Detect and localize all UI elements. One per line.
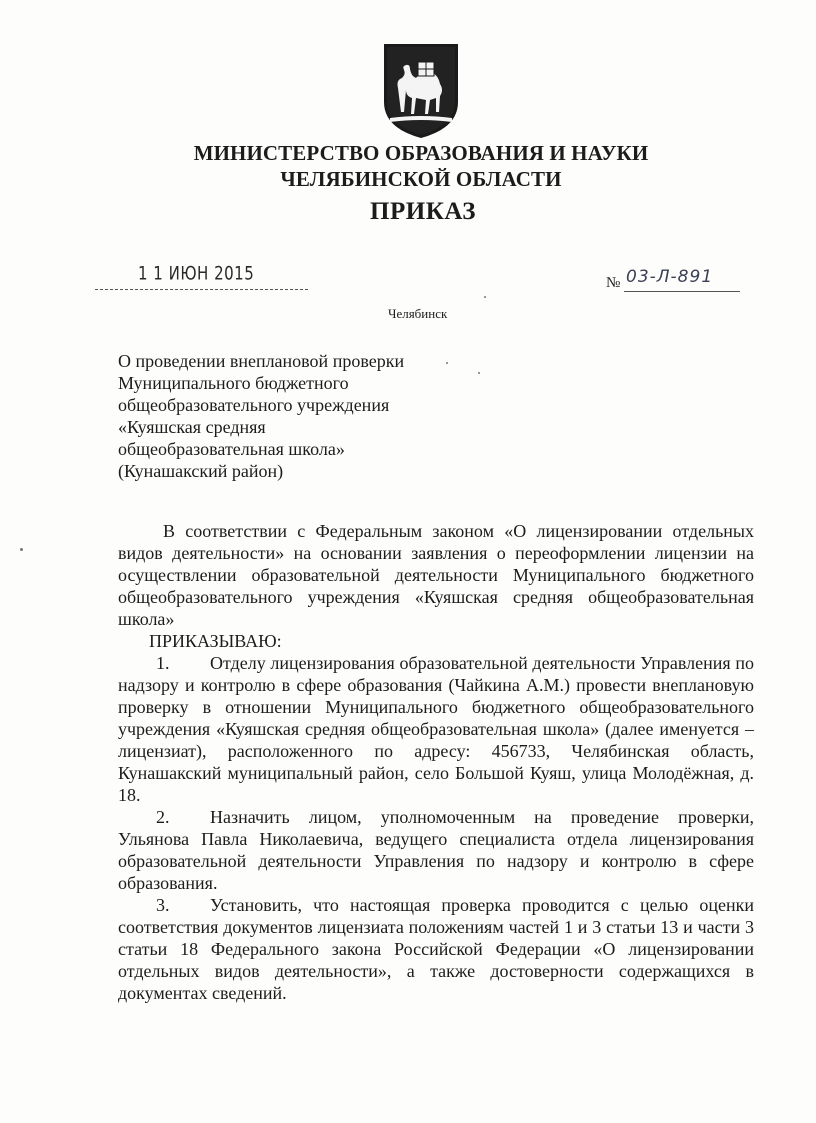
subject-line: Муниципального бюджетного xyxy=(118,373,349,393)
subject-line: общеобразовательная школа» xyxy=(118,439,345,459)
subject-line: «Куяшская средняя xyxy=(118,417,266,437)
order-item-3 xyxy=(118,894,754,1004)
order-item-1 xyxy=(118,652,754,806)
ministry-name-line1: МИНИСТЕРСТВО ОБРАЗОВАНИЯ И НАУКИ xyxy=(193,141,649,165)
scan-speck xyxy=(478,372,480,374)
item-text: Установить, что настоящая проверка проводится с целью оценки соответствия документов лицензиата положениям частей 1 и 3 статьи 13 и части 3 статьи 18 Федерального закона Российской Федерации «О лицензировании отдельных видов деятельности», а также достоверности содержащихся в документах сведений. xyxy=(118,895,754,1003)
date-underline xyxy=(95,289,308,290)
order-date-stamp: 1 1 ИЮН 2015 xyxy=(138,261,255,285)
order-subject xyxy=(118,350,448,482)
order-number-label: № xyxy=(606,275,621,291)
order-number-handwritten: 03-Л-891 xyxy=(626,267,714,287)
preamble-paragraph: В соответствии с Федеральным законом «О лицензировании отдельных видов деятельности» на основании заявления о переоформлении лицензии на осуществлении образовательной деятельности Муниципального бюджетного общеобразовательного учреждения «Куяшская средняя общеобразовательная школа» xyxy=(118,521,754,629)
order-body xyxy=(118,520,754,1004)
item-number: 2. xyxy=(156,807,170,827)
item-number: 1. xyxy=(156,653,170,673)
subject-line: общеобразовательного учреждения xyxy=(118,395,390,415)
number-underline xyxy=(624,291,740,292)
ministry-name-line2: ЧЕЛЯБИНСКОЙ ОБЛАСТИ xyxy=(280,167,562,191)
scan-speck xyxy=(446,362,448,364)
item-number: 3. xyxy=(156,895,170,915)
scan-speck xyxy=(20,548,23,551)
ministry-name xyxy=(0,140,816,192)
document-type-label: ПРИКАЗ xyxy=(370,198,476,225)
document-type-title xyxy=(0,198,816,226)
item-text: Назначить лицом, уполномоченным на проведение проверки, Ульянова Павла Николаевича, ведущего специалиста отдела лицензирования образовательной деятельности Управления по надзору и контролю в сфере образования. xyxy=(118,807,754,893)
subject-line: О проведении внеплановой проверки xyxy=(118,351,405,371)
order-item-2 xyxy=(118,806,754,894)
subject-line: (Кунашакский район) xyxy=(118,461,284,481)
coat-of-arms-icon xyxy=(380,40,462,140)
scan-speck xyxy=(484,296,486,298)
city-name: Челябинск xyxy=(388,306,448,321)
item-text: Отделу лицензирования образовательной деятельности Управления по надзору и контролю в сфере образования (Чайкина А.М.) провести внеплановую проверку в отношении Муниципального бюджетного общеобразовательного учреждения «Куяшская средняя общеобразовательная школа» (далее именуется – лицензиат), расположенного по адресу: 456733, Челябинская область, Кунашакский муниципальный район, село Большой Куяш, улица Молодёжная, д. 18. xyxy=(118,653,754,805)
order-directive-word: ПРИКАЗЫВАЮ: xyxy=(149,631,282,651)
